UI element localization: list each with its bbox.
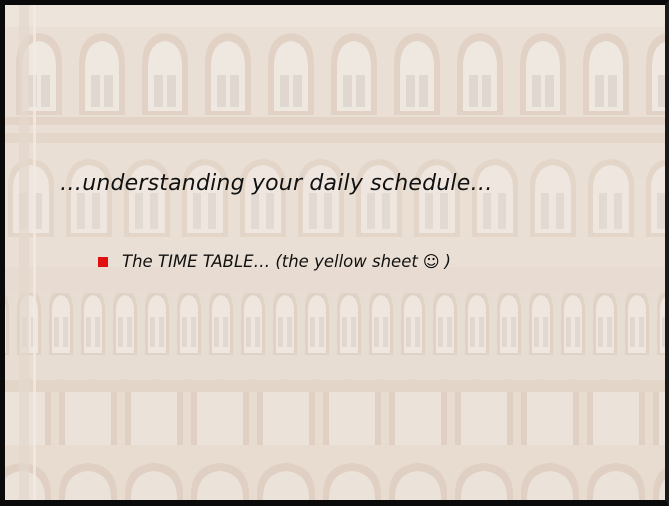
bullet-closing-paren: ) [444,252,451,271]
bullet-item [98,252,451,271]
smiley-icon: ☺ [422,252,440,271]
square-bullet-icon [98,257,108,267]
bullet-text: The TIME TABLE… (the yellow sheet [122,252,418,271]
slide-title: …understanding your daily schedule… [60,171,493,196]
